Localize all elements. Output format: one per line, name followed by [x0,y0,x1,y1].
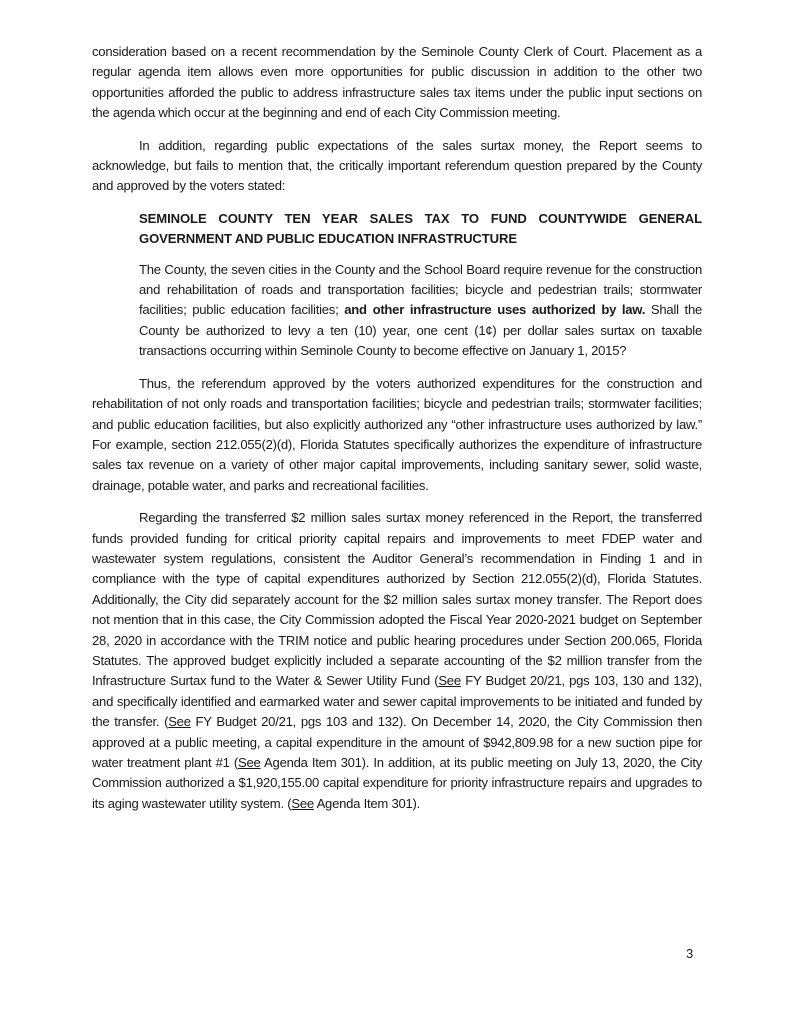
transfer-text-1: Regarding the transferred $2 million sales surtax money referenced in the Report, the transferred funds provided funding for critical priority capital repairs and improvements to meet FDEP water and wastewater system regulations, consistent the Auditor General’s recommendation in Finding 1 and in compliance with the type of capital expenditures authorized by Section 212.055(2)(d), Florida Statutes. Additionally, the City did separately account for the $2 million sales surtax money transfer. The Report does not mention that in this case, the City Commission adopted the Fiscal Year 2020-2021 budget on September 28, 2020 in accordance with the TRIM notice and public hearing procedures under Section 200.065, Florida Statutes. The approved budget explicitly included a separate accounting of the $2 million transfer from the Infrastructure Surtax fund to the Water & Sewer Utility Fund ( [92,510,702,689]
referendum-body-text-2: Shall the County be authorized to levy a ten (10) year, one cent (1¢) per dollar sales surtax on taxable transactions occurring within Seminole County to become effective on January 1, 2015? [139,302,703,359]
see-reference: See [238,755,261,770]
page-number: 3 [686,946,694,961]
referendum-body-text-1: The County, the seven cities in the County and the School Board require revenue for the construction and rehabilitation of roads and transportation facilities; bicycle and pedestrian trails; stormwater facilities; public education facilities; [139,261,702,318]
see-reference: See [291,795,314,811]
transfer-text-2: FY Budget 20/21, pgs 103, 130 and 132), and specifically identified and earmarked water and sewer capital improvements to be initiated and funded by the transfer. ( [92,673,702,730]
document-page [92,42,702,826]
referendum-quote [139,209,702,362]
transfer-text-4: Agenda Item 301). In addition, at its public meeting on July 13, 2020, the City Commission authorized a $1,920,155.00 capital expenditure for priority infrastructure repairs and upgrades to its aging wastewater utility system. ( [92,755,702,811]
see-reference: See [168,714,191,730]
paragraph-transfer-accounting [92,508,702,814]
transfer-text-3: FY Budget 20/21, pgs 103 and 132). On December 14, 2020, the City Commission then approved at a public meeting, a capital expenditure in the amount of $942,809.98 for a new suction pipe for water treatment plant #1 ( [92,714,702,770]
paragraph-public-expectations: In addition, regarding public expectations of the sales surtax money, the Report seems to acknowledge, but fails to mention that, the critically important referendum question prepared by the County and approved by the voters stated: [92,137,702,194]
referendum-body-bold: and other infrastructure uses authorized by law. [344,302,646,318]
see-reference: See [438,673,461,689]
transfer-text-5: Agenda Item 301). [313,795,421,811]
paragraph-referendum-authorization: Thus, the referendum approved by the voters authorized expenditures for the construction and rehabilitation of not only roads and transportation facilities; bicycle and pedestrian trails; stormwater facilities; and public education facilities, but also explicitly authorized any “other infrastructure uses authorized by law.” For example, section 212.055(2)(d), Florida Statutes specifically authorizes the expenditure of infrastructure sales tax revenue on a variety of other major capital improvements, including sanitary sewer, solid waste, drainage, potable water, and parks and recreational facilities. [92,375,702,493]
paragraph-clerk-recommendation: consideration based on a recent recommendation by the Seminole County Clerk of Court. Placement as a regular agenda item allows even more opportunities for public discussion in addition to the other two opportunities afforded the public to address infrastructure sales tax items under the public input sections on the agenda which occur at the beginning and end of each City Commission meeting. [92,44,702,121]
referendum-title: SEMINOLE COUNTY TEN YEAR SALES TAX TO FUND COUNTYWIDE GENERAL GOVERNMENT AND PUBLIC EDUCATION INFRASTRUCTURE [139,210,702,247]
referendum-body [139,260,702,362]
